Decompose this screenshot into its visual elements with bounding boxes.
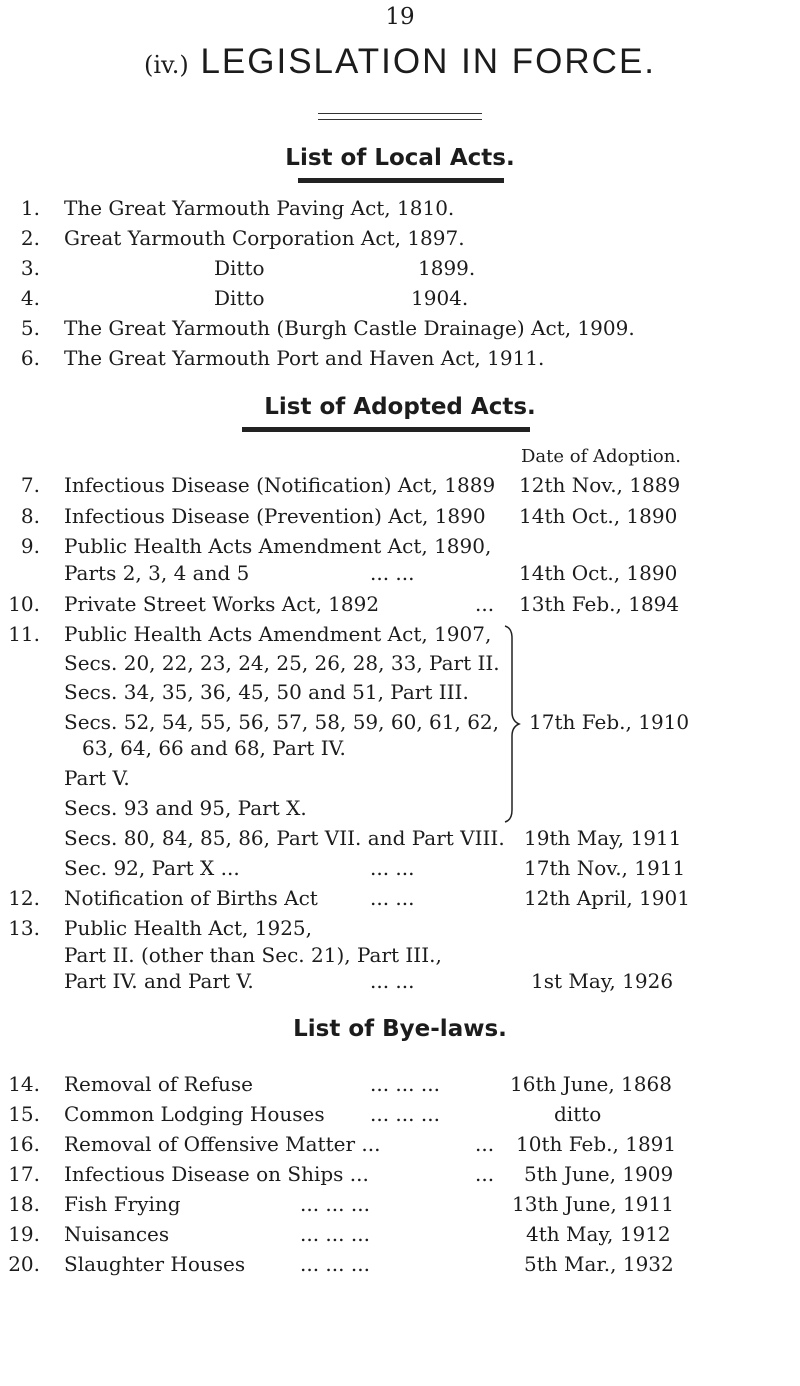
date-column-header: Date of Adoption.: [521, 446, 682, 467]
list-item: The Great Yarmouth Port and Haven Act, 1911.: [64, 346, 545, 370]
bye-laws-title: List of Bye-laws.: [293, 1016, 507, 1042]
list-item-continuation: Part IV. and Part V.: [64, 969, 254, 993]
list-number: 18.: [8, 1192, 40, 1216]
adoption-date: 1st May, 1926: [531, 969, 674, 993]
list-item: Slaughter Houses: [64, 1252, 246, 1276]
list-number: 13.: [8, 916, 40, 940]
list-item-continuation: Part II. (other than Sec. 21), Part III.,: [64, 943, 442, 967]
adoption-date: 14th Oct., 1890: [519, 504, 678, 528]
list-number: 8.: [20, 504, 40, 528]
list-number: 5.: [20, 316, 40, 340]
page-heading: [0, 42, 800, 82]
bye-law-date: 10th Feb., 1891: [516, 1132, 677, 1156]
list-item: Public Health Acts Amendment Act, 1907,: [64, 622, 492, 646]
adoption-date: 17th Nov., 1911: [524, 856, 686, 880]
list-item-continuation: Secs. 34, 35, 36, 45, 50 and 51, Part III.: [64, 680, 469, 704]
bye-law-date: 5th Mar., 1932: [524, 1252, 674, 1276]
leader-dots: ... ...: [370, 561, 415, 585]
adoption-date: 13th Feb., 1894: [519, 592, 680, 616]
leader-dots: ... ... ...: [300, 1252, 370, 1276]
leader-dots: ...: [475, 1132, 495, 1156]
leader-dots: ... ...: [370, 969, 415, 993]
list-number: 17.: [8, 1162, 40, 1186]
list-number: 19.: [8, 1222, 40, 1246]
list-item: Removal of Offensive Matter ...: [64, 1132, 381, 1156]
leader-dots: ...: [475, 1162, 495, 1186]
list-number: 9.: [20, 534, 40, 558]
list-item-continuation: Secs. 52, 54, 55, 56, 57, 58, 59, 60, 61, 62,: [64, 710, 499, 734]
list-number: 11.: [8, 622, 40, 646]
list-number: 7.: [20, 473, 40, 497]
list-number: 1.: [20, 196, 40, 220]
leader-dots: ... ... ...: [370, 1072, 440, 1096]
list-item: The Great Yarmouth (Burgh Castle Drainage) Act, 1909.: [64, 316, 635, 340]
leader-dots: ... ... ...: [370, 1102, 440, 1126]
leader-dots: ... ...: [370, 886, 415, 910]
list-item: Notification of Births Act: [64, 886, 318, 910]
list-item-year: 1904.: [411, 286, 469, 310]
list-item-continuation: Secs. 93 and 95, Part X.: [64, 796, 307, 820]
list-number: 15.: [8, 1102, 40, 1126]
list-item: Secs. 80, 84, 85, 86, Part VII. and Part VIII.: [64, 826, 505, 850]
local-acts-underline: [298, 178, 504, 183]
list-item: The Great Yarmouth Paving Act, 1810.: [64, 196, 455, 220]
local-acts-title: List of Local Acts.: [285, 145, 515, 171]
list-item-continuation: Part V.: [64, 766, 130, 790]
list-item: Nuisances: [64, 1222, 170, 1246]
list-number: 3.: [20, 256, 40, 280]
list-item: Great Yarmouth Corporation Act, 1897.: [64, 226, 465, 250]
list-item: Common Lodging Houses: [64, 1102, 325, 1126]
list-item: Infectious Disease (Notification) Act, 1889: [64, 473, 496, 497]
adoption-date: 12th Nov., 1889: [519, 473, 681, 497]
heading-prefix: (iv.): [143, 51, 189, 79]
list-item-continuation: Secs. 20, 22, 23, 24, 25, 26, 28, 33, Part II.: [64, 651, 500, 675]
adopted-acts-title: List of Adopted Acts.: [264, 394, 536, 420]
list-item: Public Health Act, 1925,: [64, 916, 313, 940]
leader-dots: ... ... ...: [300, 1222, 370, 1246]
list-item: Infectious Disease (Prevention) Act, 1890: [64, 504, 486, 528]
list-item: Removal of Refuse: [64, 1072, 253, 1096]
list-item: Ditto: [214, 256, 265, 280]
list-item: Private Street Works Act, 1892: [64, 592, 380, 616]
leader-dots: ...: [475, 592, 495, 616]
list-number: 4.: [20, 286, 40, 310]
list-number: 10.: [8, 592, 40, 616]
bye-law-date: ditto: [554, 1102, 602, 1126]
list-item: Ditto: [214, 286, 265, 310]
list-item: Fish Frying: [64, 1192, 181, 1216]
adopted-acts-underline: [242, 427, 530, 432]
adoption-date: 14th Oct., 1890: [519, 561, 678, 585]
bye-law-date: 13th June, 1911: [512, 1192, 674, 1216]
adoption-date: 17th Feb., 1910: [529, 710, 690, 734]
adoption-date: 19th May, 1911: [524, 826, 682, 850]
list-number: 6.: [20, 346, 40, 370]
leader-dots: ... ... ...: [300, 1192, 370, 1216]
list-number: 14.: [8, 1072, 40, 1096]
list-number: 16.: [8, 1132, 40, 1156]
list-number: 20.: [8, 1252, 40, 1276]
heading-title: LEGISLATION IN FORCE.: [200, 42, 657, 81]
right-brace: [502, 624, 522, 824]
list-item-continuation: Parts 2, 3, 4 and 5: [64, 561, 250, 585]
list-item: Sec. 92, Part X ...: [64, 856, 240, 880]
list-item-continuation: 63, 64, 66 and 68, Part IV.: [82, 736, 346, 760]
adoption-date: 12th April, 1901: [524, 886, 690, 910]
list-item-year: 1899.: [418, 256, 476, 280]
list-item: Public Health Acts Amendment Act, 1890,: [64, 534, 492, 558]
bye-law-date: 4th May, 1912: [526, 1222, 671, 1246]
list-item: Infectious Disease on Ships ...: [64, 1162, 369, 1186]
leader-dots: ... ...: [370, 856, 415, 880]
list-number: 12.: [8, 886, 40, 910]
heading-rule: [318, 113, 482, 120]
bye-law-date: 16th June, 1868: [510, 1072, 672, 1096]
bye-law-date: 5th June, 1909: [524, 1162, 674, 1186]
list-number: 2.: [20, 226, 40, 250]
page-number: 19: [385, 4, 415, 30]
